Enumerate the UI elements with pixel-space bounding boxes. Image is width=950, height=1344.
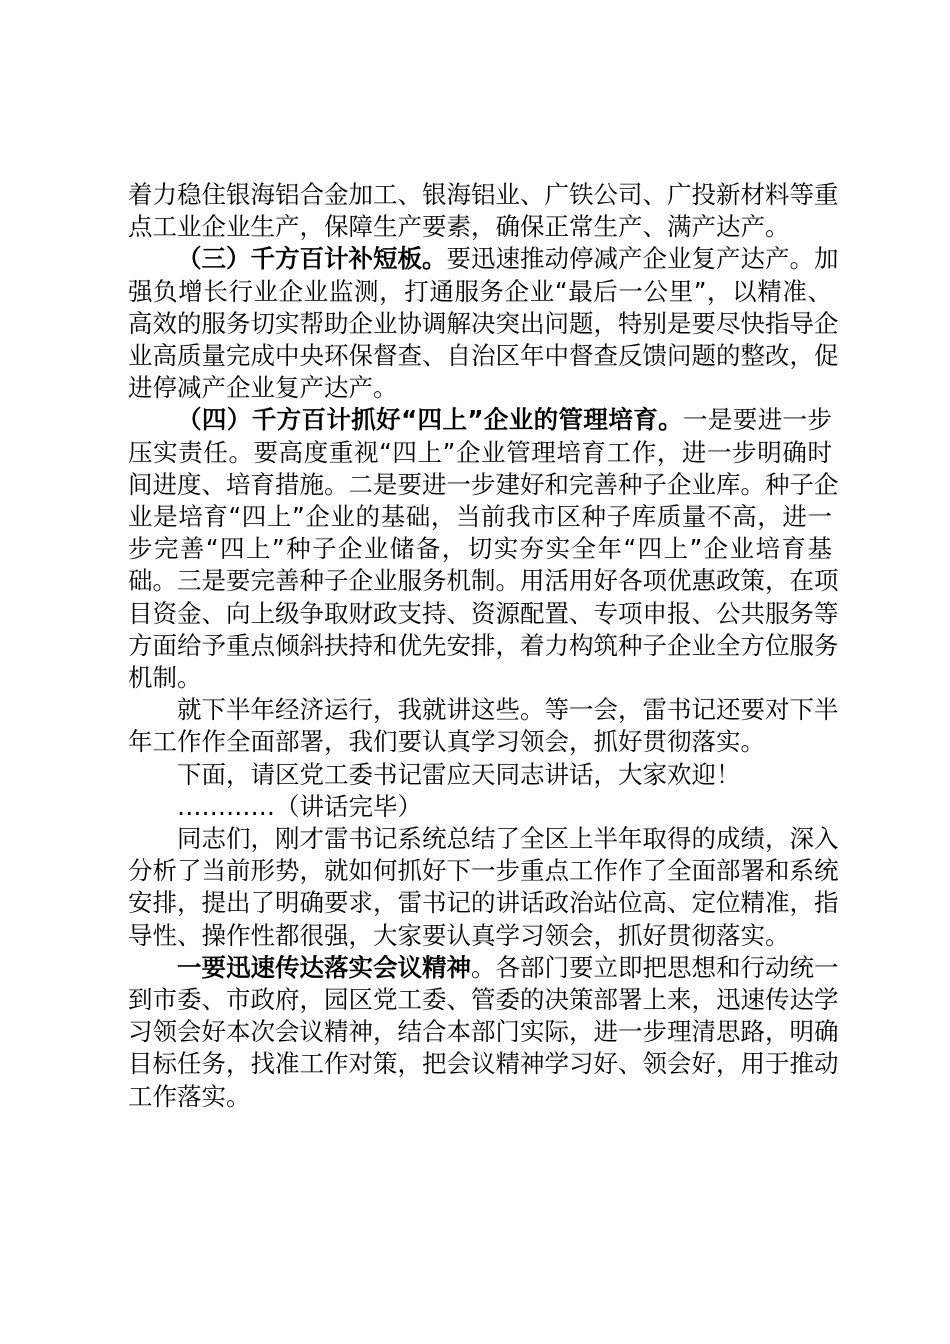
text-line (128, 211, 832, 243)
text-line (128, 243, 839, 275)
paragraph-p4 (128, 694, 839, 758)
body-text: 安排，提出了明确要求，雷书记的讲话政治站位高、定位精准，指 (128, 888, 839, 918)
text-line (128, 340, 839, 372)
bold-heading-text: 一要迅速传达落实会议精神 (177, 952, 471, 982)
text-line (128, 308, 839, 340)
body-text: 点工业企业生产，保障生产要素，确保正常生产、满产达产。 (128, 212, 790, 242)
document-body (128, 179, 839, 1113)
text-line (128, 437, 832, 469)
body-text: 分析了当前形势，就如何抓好下一步重点工作作了全面部署和系统 (128, 856, 839, 886)
body-text: 目资金、向上级争取财政支持、资源配置、专项申报、公共服务等 (128, 598, 839, 628)
body-text: 习领会好本次会议精神，结合本部门实际，进一步理清思路，明确 (128, 1017, 839, 1047)
body-text: 础。三是要完善种子企业服务机制。用活用好各项优惠政策，在项 (128, 566, 839, 596)
bold-heading-text: （四）千方百计抓好“四上”企业的管理培育。 (177, 405, 684, 435)
paragraph-p7 (128, 823, 839, 952)
body-text: 就下半年经济运行，我就讲这些。等一会，雷书记还要对下半 (177, 695, 839, 725)
text-line (128, 920, 832, 952)
body-text: 步完善“四上”种子企业储备，切实夯实全年“四上”企业培育基 (128, 534, 832, 564)
text-line (128, 533, 832, 565)
paragraph-p1 (128, 179, 839, 243)
text-line (128, 1048, 839, 1080)
text-line (128, 694, 839, 726)
body-text: 目标任务，找准工作对策，把会议精神学习好、领会好，用于推动 (128, 1049, 839, 1079)
paragraph-p6 (128, 791, 832, 823)
body-text: 工作落实。 (128, 1081, 251, 1111)
text-line (128, 469, 839, 501)
text-line (128, 630, 839, 662)
text-line (128, 179, 839, 211)
text-line (128, 855, 839, 887)
body-text: 机制。 (128, 663, 202, 693)
text-line (128, 952, 839, 984)
bold-heading-text: （三）千方百计补短板。 (177, 244, 447, 274)
text-line (128, 662, 832, 694)
body-text: 方面给予重点倾斜扶持和优先安排，着力构筑种子企业全方位服务 (128, 630, 839, 660)
body-text: …………（讲话完毕） (177, 791, 422, 821)
body-text: 导性、操作性都很强，大家要认真学习领会，抓好贯彻落实。 (128, 920, 790, 950)
body-text: 。各部门要立即把思想和行动统一 (471, 952, 839, 982)
paragraph-p8 (128, 952, 839, 1113)
body-text: 一是要进一步 (683, 405, 833, 435)
text-line (128, 404, 832, 436)
body-text: 下面，请区党工委书记雷应天同志讲话，大家欢迎！ (177, 759, 741, 789)
body-text: 进停减产企业复产达产。 (128, 373, 398, 403)
body-text: 业是培育“四上”企业的基础，当前我市区种子库质量不高，进一 (128, 502, 832, 532)
text-line (128, 1081, 832, 1113)
body-text: 业高质量完成中央环保督查、自治区年中督查反馈问题的整改，促 (128, 341, 839, 371)
body-text: 压实责任。要高度重视“四上”企业管理培育工作，进一步明确时 (128, 437, 832, 467)
text-line (128, 791, 832, 823)
body-text: 要迅速推动停减产企业复产达产。加 (446, 244, 839, 274)
body-text: 高效的服务切实帮助企业协调解决突出问题，特别是要尽快指导企 (128, 308, 839, 338)
text-line (128, 565, 839, 597)
body-text: 间进度、培育措施。二是要进一步建好和完善种子企业库。种子企 (128, 469, 839, 499)
body-text: 到市委、市政府，园区党工委、管委的决策部署上来，迅速传达学 (128, 985, 839, 1015)
body-text: 着力稳住银海铝合金加工、银海铝业、广铁公司、广投新材料等重 (128, 180, 839, 209)
paragraph-p5 (128, 759, 832, 791)
text-line (128, 887, 839, 919)
body-text: 同志们，刚才雷书记系统总结了全区上半年取得的成绩，深入 (177, 824, 839, 854)
body-text: 年工作作全面部署，我们要认真学习领会，抓好贯彻落实。 (128, 727, 765, 757)
paragraph-p2 (128, 243, 839, 404)
text-line (128, 372, 832, 404)
paragraph-p3 (128, 404, 839, 694)
text-line (128, 501, 832, 533)
text-line (128, 984, 839, 1016)
text-line (128, 759, 832, 791)
text-line (128, 726, 832, 758)
text-line (128, 823, 839, 855)
text-line (128, 598, 839, 630)
body-text: 强负增长行业企业监测，打通服务企业“最后一公里”，以精准、 (128, 276, 832, 306)
text-line (128, 1016, 839, 1048)
text-line (128, 276, 832, 308)
